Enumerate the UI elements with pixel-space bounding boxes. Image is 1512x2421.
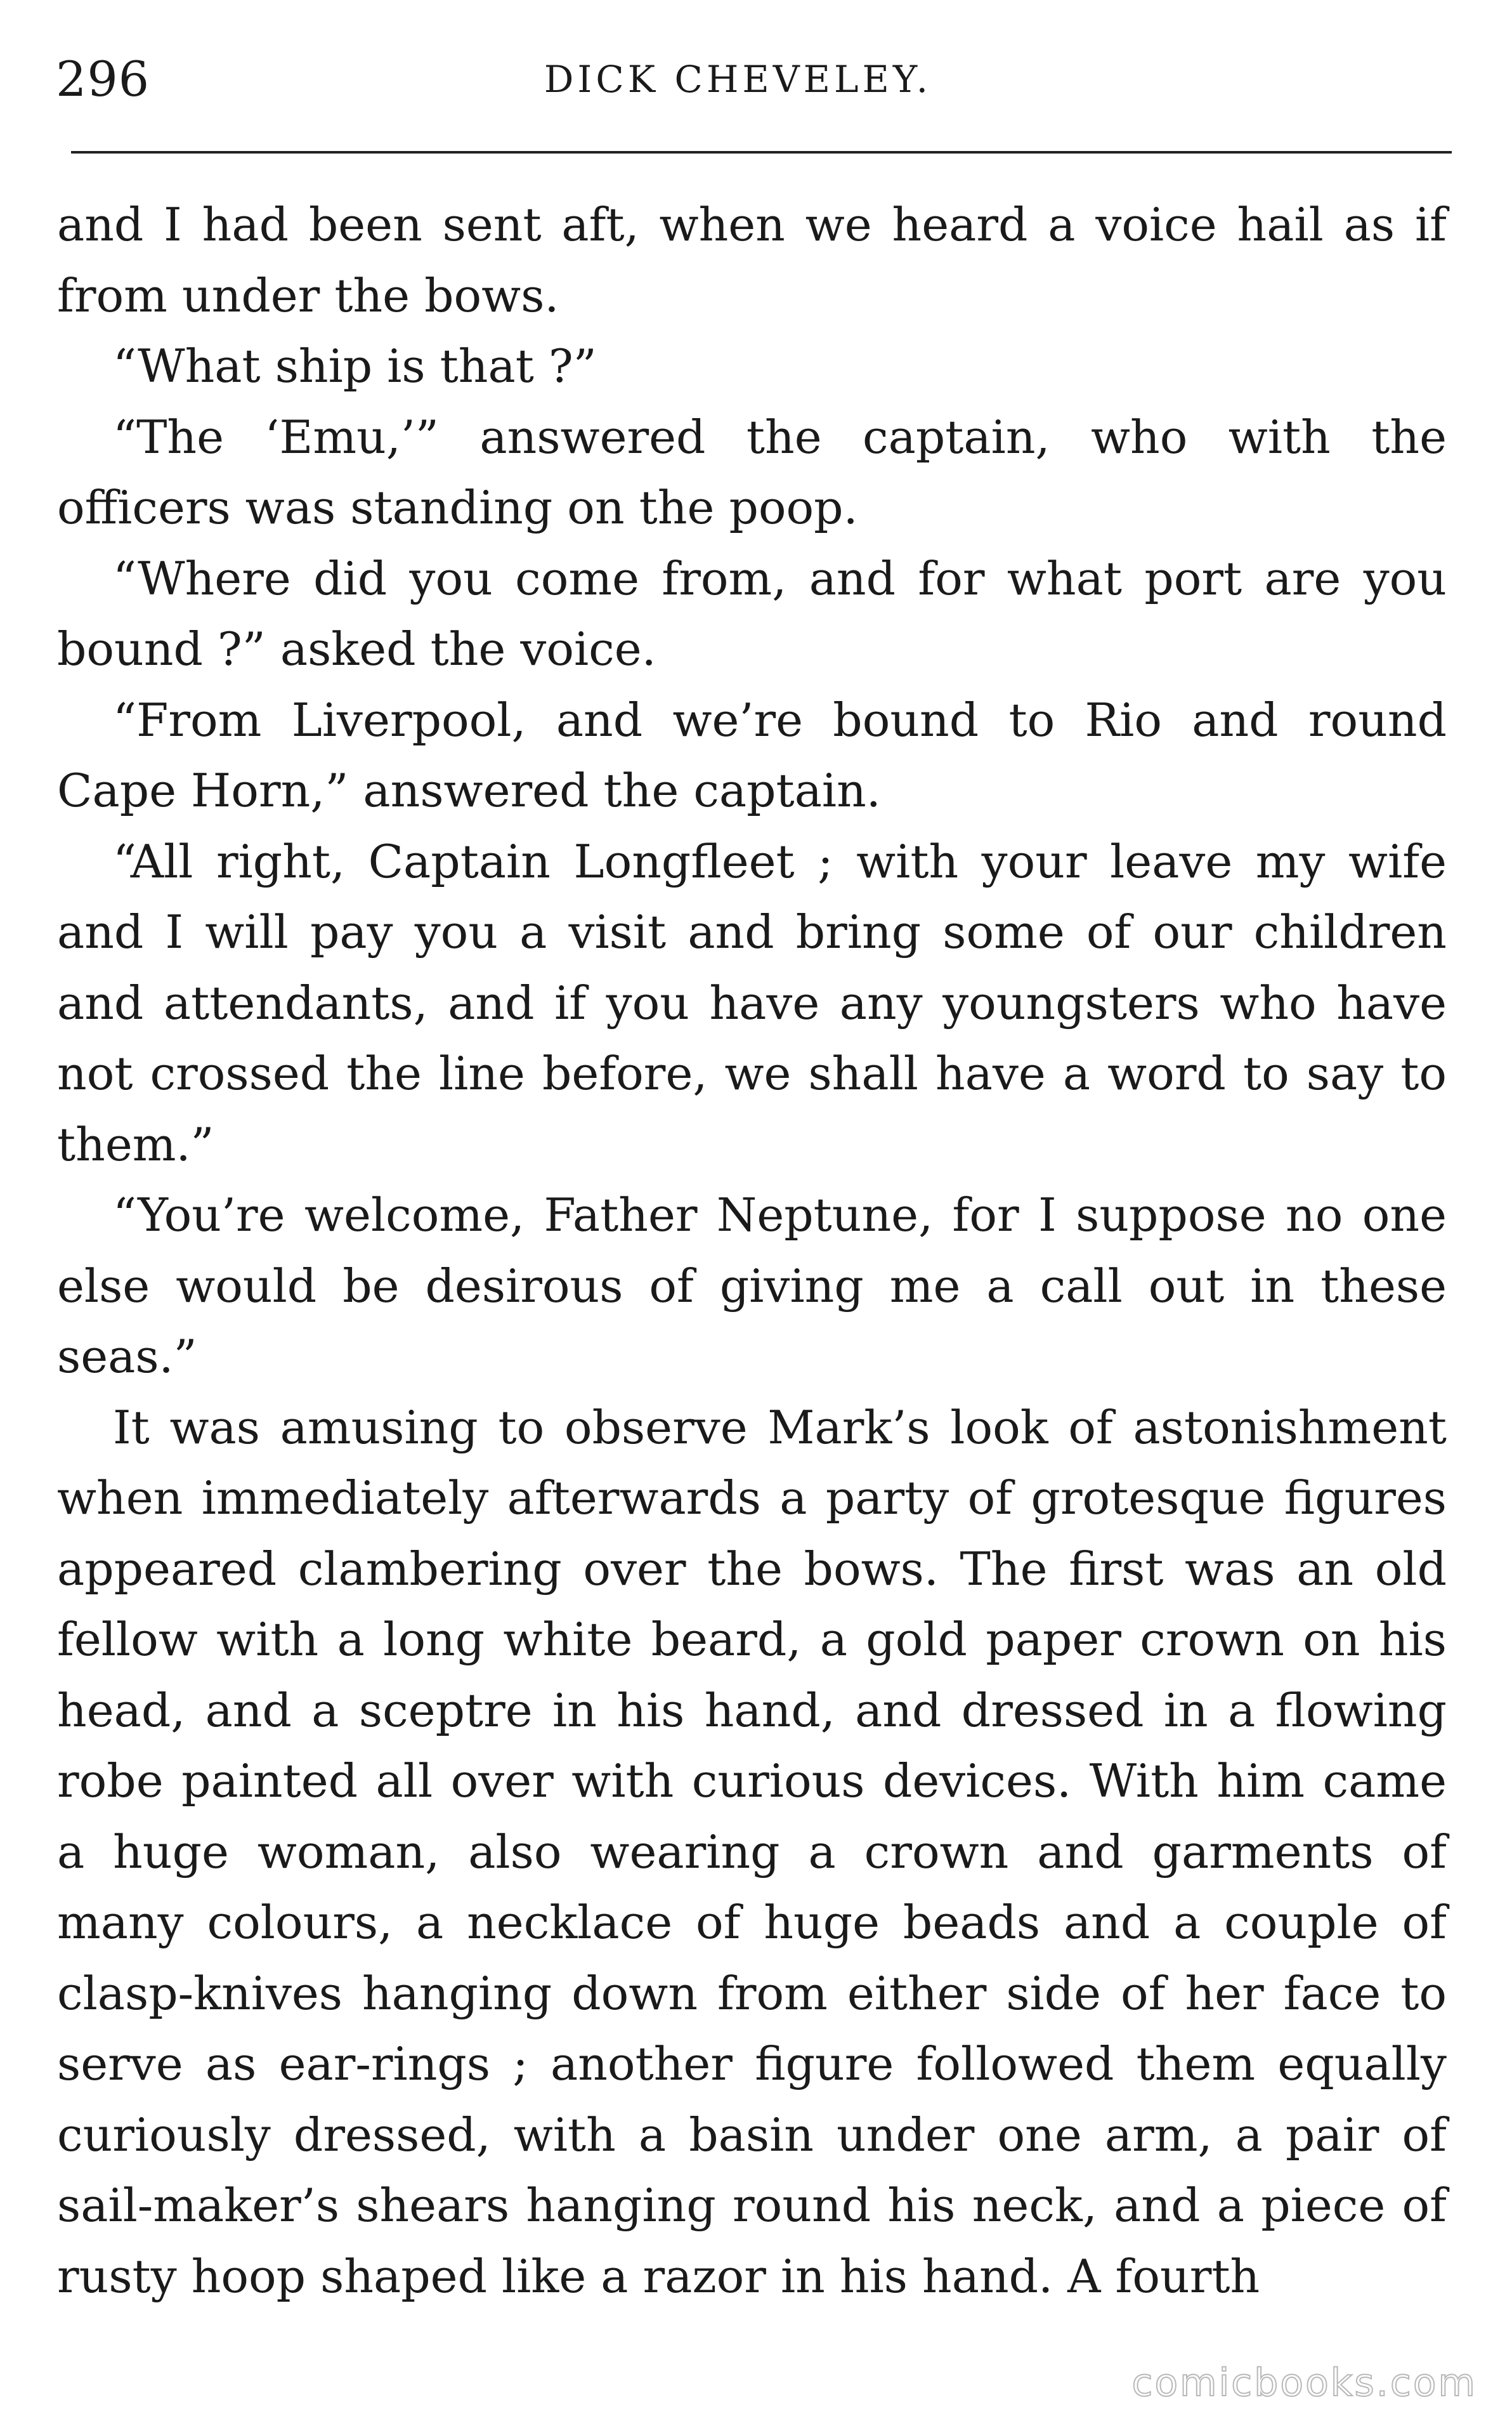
paragraph: “Where did you come from, and for what port are you bound ?” asked the voice. bbox=[57, 552, 1447, 676]
body-text bbox=[57, 190, 1447, 2313]
running-title: DICK CHEVELEY. bbox=[544, 58, 932, 101]
watermark: comicbooks.com bbox=[1131, 2361, 1477, 2405]
paragraph: It was amusing to observe Mark’s look of astonishment when immediately afterwards a party of grotesque figures appeared clambering over the bows. The first was an old fellow with a long white beard, a gold paper crown on his head, and a sceptre in his hand, and dressed in a flowing robe painted all over with curious devices. With him came a huge woman, also wearing a crown and garments of many colours, a necklace of huge beads and a couple of clasp-knives hanging down from either side of her face to serve as ear-rings ; another figure followed them equally curiously dressed, with a basin under one arm, a pair of sail-maker’s shears hanging round his neck, and a piece of rusty hoop shaped like a razor in his hand. A fourth bbox=[57, 1401, 1447, 2304]
paragraph: “All right, Captain Longfleet ; with your leave my wife and I will pay you a visit and bring some of our children and attendants, and if you have any youngsters who have not crossed the line before, we shall have a word to say to them.” bbox=[57, 835, 1447, 1172]
paragraph: “You’re welcome, Father Neptune, for I suppose no one else would be desirous of giving me a call out in these seas.” bbox=[57, 1189, 1447, 1384]
page-number: 296 bbox=[56, 51, 150, 107]
page-header bbox=[56, 44, 1445, 114]
paragraph: and I had been sent aft, when we heard a voice hail as if from under the bows. bbox=[57, 199, 1447, 323]
paragraph: “What ship is that ?” bbox=[113, 340, 597, 393]
header-rule bbox=[71, 151, 1452, 154]
paragraph: “The ‘Emu,’” answered the captain, who with the officers was standing on the poop. bbox=[57, 410, 1447, 535]
paragraph: “From Liverpool, and we’re bound to Rio and round Cape Horn,” answered the captain. bbox=[57, 693, 1447, 818]
